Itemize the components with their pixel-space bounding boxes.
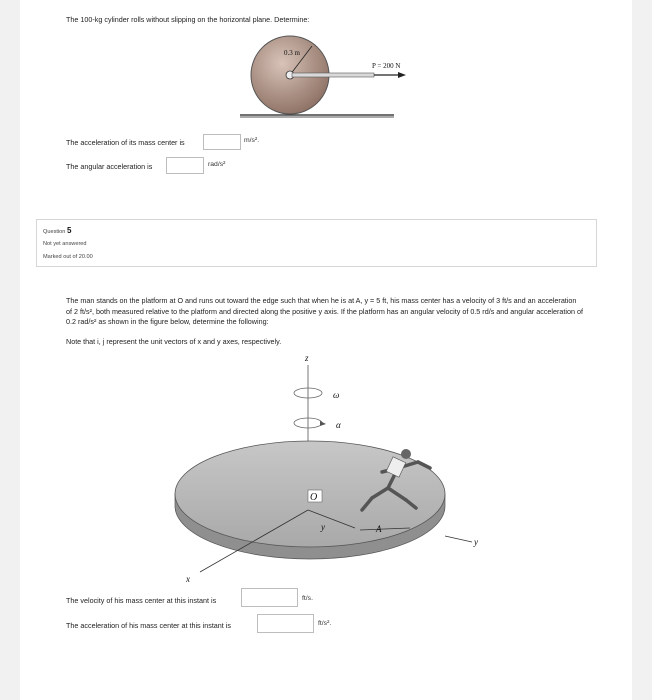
- question-info-box: [36, 219, 597, 267]
- omega-label: ω: [333, 390, 340, 400]
- force-label: P = 200 N: [372, 62, 401, 70]
- question-number-line: [43, 226, 71, 235]
- angular-acceleration-input[interactable]: [166, 157, 204, 174]
- runner-head: [401, 449, 411, 459]
- question-number: 5: [66, 226, 72, 235]
- q5-row2-unit: ft/s².: [318, 620, 332, 627]
- point-a-label: A: [376, 524, 382, 534]
- question-label: Question: [43, 229, 66, 235]
- q5-row2-label: The acceleration of his mass center at this instant is: [66, 621, 231, 630]
- q4-row2-unit: rad/s²: [208, 161, 226, 168]
- y-axis-label: y: [474, 537, 478, 547]
- y-inner-label: y: [321, 522, 325, 532]
- q4-row2-label: The angular acceleration is: [66, 162, 153, 171]
- q5-row1-unit: ft/s.: [302, 595, 313, 602]
- origin-label: O: [310, 492, 318, 503]
- q4-row1-label: The acceleration of its mass center is: [66, 138, 185, 147]
- x-axis-label: x: [186, 574, 190, 584]
- q4-row1-unit: m/s².: [244, 137, 260, 144]
- velocity-mass-center-input[interactable]: [241, 588, 298, 607]
- cylinder-figure: [240, 34, 420, 126]
- radius-label: 0.3 m: [284, 49, 300, 57]
- question-marks: Marked out of 20.00: [43, 254, 93, 260]
- z-label: z: [305, 353, 309, 363]
- q5-row1-label: The velocity of his mass center at this instant is: [66, 596, 217, 605]
- acceleration-mass-center-q5-input[interactable]: [257, 614, 314, 633]
- q5-body: The man stands on the platform at O and runs out toward the edge such that when he is at A, y = 5 ft, his mass center has a velocity of 3 ft/s and an acceleration of 2 ft/s², both measured relative to the platform and directed along the positive y axis. If the platform has an angular velocity of 0.5 rd/s and angular acceleration of 0.2 rad/s² as shown in the figure below, determine the following:: [66, 296, 583, 326]
- question-status: Not yet answered: [43, 241, 87, 247]
- platform-figure: [170, 350, 500, 590]
- q4-prompt: The 100-kg cylinder rolls without slipping on the horizontal plane. Determine:: [66, 15, 310, 24]
- acceleration-mass-center-input[interactable]: [203, 134, 241, 150]
- q5-note: Note that i, j represent the unit vectors of x and y axes, respectively.: [66, 337, 282, 346]
- alpha-label: α: [336, 420, 341, 430]
